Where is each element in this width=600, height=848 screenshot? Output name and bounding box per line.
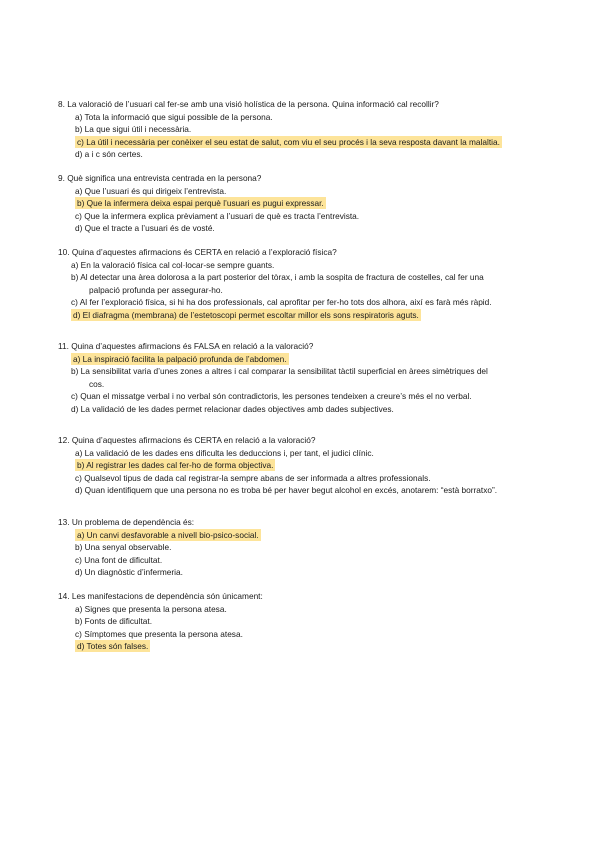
option-text: a) Que l’usuari és qui dirigeix l’entrevista. [75,185,227,196]
answer-option-a [71,259,558,272]
option-text: c) Símptomes que presenta la persona atesa. [75,628,243,639]
option-text: c) Al fer l’exploració física, si hi ha dos professionals, cal aprofitar per fer-ho tots dos alhora, així es farà més ràpid. [71,297,492,308]
answer-option-c [71,390,558,403]
question-9 [58,172,558,235]
answer-option-a [75,529,558,542]
option-text: d) La validació de les dades permet relacionar dades objectives amb dades subjectives. [71,403,394,414]
answer-option-d [75,566,558,579]
answer-option-d [71,309,558,322]
option-continuation: cos. [89,378,105,389]
highlighted-answer: b) Al registrar les dades cal fer-ho de forma objectiva. [77,460,274,471]
option-text: a) En la valoració física cal col·locar-se sempre guants. [71,259,275,270]
question-10 [58,246,558,322]
option-text: a) Signes que presenta la persona atesa. [75,603,227,614]
answer-option-d [71,403,558,416]
option-text: d) Que el tracte a l’usuari és de vosté. [75,223,215,234]
option-text: c) Una font de dificultat. [75,554,163,565]
option-text: d) a i c són certes. [75,149,143,160]
option-text: c) Quan el missatge verbal i no verbal són contradictoris, les persones tendeixen a creure’s més el no verbal. [71,391,472,402]
question-8 [58,98,558,161]
answer-option-d [75,148,558,161]
question-13 [58,516,558,579]
option-text: c) Qualsevol tipus de dada cal registrar-la sempre abans de ser informada a altres professionals. [75,472,431,483]
question-title: 12. Quina d’aquestes afirmacions és CERTA en relació a la valoració? [58,435,316,445]
question-11 [58,340,558,416]
option-text: b) Una senyal observable. [75,542,172,553]
highlighted-answer: c) La útil i necessària per conèixer el seu estat de salut, com viu el seu procés i la seva resposta davant la malaltia. [77,136,500,147]
answer-option-b [75,459,558,472]
answer-option-d [75,484,558,497]
answer-option-c [75,554,558,567]
answer-option-a [75,603,558,616]
option-continuation: palpació profunda per assegurar-ho. [89,284,223,295]
answer-option-c [75,210,558,223]
answer-option-b [71,271,558,296]
option-text: a) Tota la informació que sigui possible de la persona. [75,111,273,122]
answer-option-a [75,185,558,198]
question-12 [58,434,558,497]
answer-option-b [75,615,558,628]
highlighted-answer: b) Que la infermera deixa espai perquè l’usuari es pugui expressar. [77,198,324,209]
highlighted-answer: d) El diafragma (membrana) de l’estetoscopi permet escoltar millor els sons respiratoris aguts. [73,309,419,320]
highlighted-answer: a) Un canvi desfavorable a nivell bio-psico-social. [77,529,259,540]
answer-option-a [71,353,558,366]
option-text: b) Fonts de dificultat. [75,616,153,627]
option-text: d) Un diagnòstic d’infermeria. [75,567,183,578]
answer-option-b [75,541,558,554]
option-text: b) Al detectar una àrea dolorosa a la part posterior del tòrax, i amb la sospita de fractura de costelles, cal fer una [71,272,484,283]
option-text: a) La validació de les dades ens dificulta les deduccions i, per tant, el judici clínic. [75,447,374,458]
answer-option-b [71,365,558,390]
question-title: 14. Les manifestacions de dependència són únicament: [58,591,263,601]
answer-option-a [75,447,558,460]
question-title: 11. Quina d’aquestes afirmacions és FALSA en relació a la valoració? [58,341,314,351]
question-title: 10. Quina d’aquestes afirmacions és CERTA en relació a l’exploració física? [58,247,337,257]
option-text: b) La que sigui útil i necessària. [75,124,192,135]
option-text: c) Que la infermera explica prèviament a l’usuari de què es tracta l’entrevista. [75,210,360,221]
highlighted-answer: d) Totes són falses. [77,641,149,652]
answer-option-c [71,296,558,309]
answer-option-d [75,640,558,653]
answer-option-c [75,628,558,641]
answer-option-a [75,111,558,124]
question-title: 9. Què significa una entrevista centrada en la persona? [58,173,262,183]
answer-option-c [75,472,558,485]
option-text: b) La sensibilitat varia d’unes zones a altres i cal comparar la sensibilitat tàctil superficial en àrees simètriques del [71,366,488,377]
question-14 [58,590,558,653]
answer-option-d [75,222,558,235]
answer-option-b [75,123,558,136]
question-title: 8. La valoració de l’usuari cal fer-se amb una visió holística de la persona. Quina informació cal recollir? [58,99,439,109]
answer-option-b [75,197,558,210]
question-title: 13. Un problema de dependència és: [58,517,195,527]
option-text: d) Quan identifiquem que una persona no es troba bé per haver begut alcohol en excés, anotarem: “està borratxo”. [75,485,498,496]
answer-option-c [75,136,558,149]
highlighted-answer: a) La inspiració facilita la palpació profunda de l’abdomen. [73,353,287,364]
